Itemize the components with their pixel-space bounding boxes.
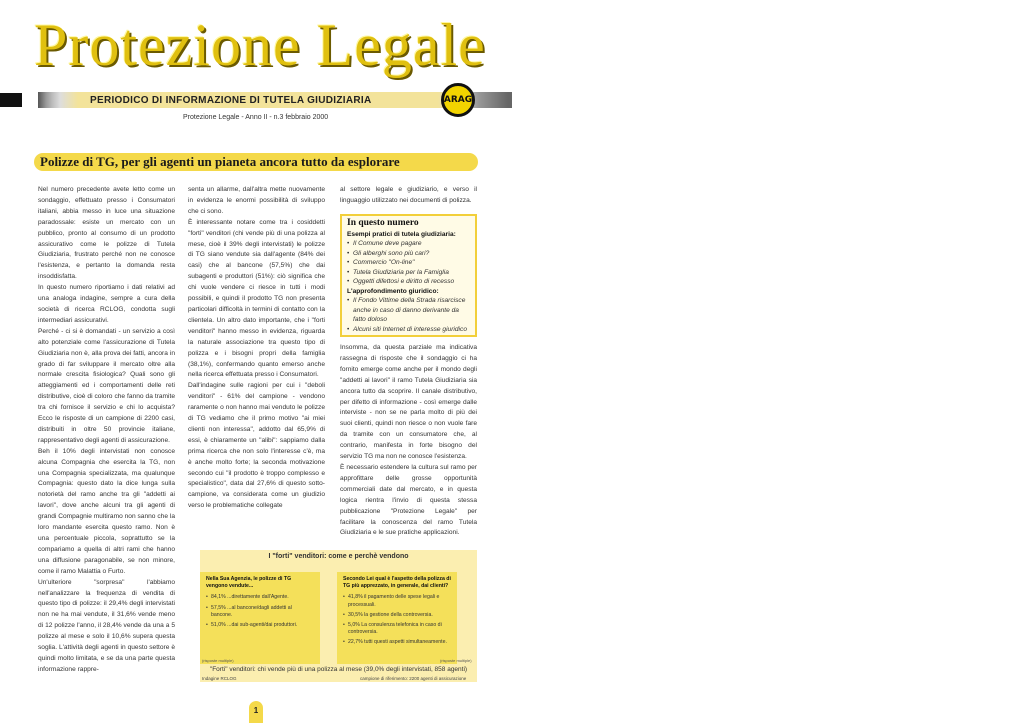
panel-question: Secondo Lei qual è l'aspetto della polizza di TG più apprezzato, in generale, dai clienti? [343,576,451,590]
paragraph: Un'ulteriore "sorpresa" l'abbiamo nell'analizzare la frequenza di vendita di questo tipo di polizze: il 29,4% degli intervistati non ne ha mai vendute, il 31,6% vende meno di 12 polizze l'anno, il 28,4% vende da una a 5 polizze al mese e solo il 10,6% supera questa soglia. L'attività degli agenti in questo settore è quindi molto limitata, e se da una parte questa informazione rappre- [38,578,175,673]
banner-text: PERIODICO DI INFORMAZIONE DI TUTELA GIUDIZIARIA [90,95,372,106]
arag-logo: ARAG [441,83,475,117]
panel-item: • 57,5% ...al bancone/dagli addetti al bancone. [206,605,314,619]
column-3-bottom [340,343,477,539]
box-item: • Il Comune deve pagare [347,239,470,249]
issue-line: Protezione Legale - Anno II - n.3 febbraio 2000 [183,114,329,121]
table-title: I "forti" venditori: come e perchè vendono [268,553,409,560]
column-2 [188,185,325,512]
box-title: In questo numero [347,218,419,228]
paragraph: In questo numero riportiamo i dati relativi ad una analoga indagine, sempre a cura della società di ricerca RCLOG, condotta sugli intermediari assicurativi. [38,284,175,324]
note-right: (risposte multiple) [440,658,472,663]
box-item: • Il Fondo Vittime della Strada risarcisce anche in caso di danno derivante da fatto doloso [347,296,470,325]
column-3-top [340,185,477,207]
paragraph: È necessario estendere la cultura sul ramo per approfittare delle grosse opportunità commerciali date dal mercato, e in questa logica rientra l'invio di questa stessa pubblicazione "Protezione Legale" per facilitare la conoscenza del ramo Tutela Giudiziaria e le sue pratiche applicazioni. [340,463,477,537]
box-item: • Oggetti difettosi e diritto di recesso [347,277,470,287]
panel-item: • 22,7% tutti questi aspetti simultaneamente. [343,639,451,646]
box-subtitle: L'approfondimento giuridico: [347,287,439,295]
box-subtitle: Esempi pratici di tutela giudiziaria: [347,230,456,238]
box-item: • Gli alberghi sono più cari? [347,249,470,259]
box-item: • Commercio "On-line" [347,258,470,268]
decorative-block [0,93,22,107]
source-left: Indagine RCLOG [202,676,237,681]
page-number: 1 [249,701,263,723]
survey-table [200,550,477,682]
paragraph: al settore legale e giudiziario, e verso il linguaggio utilizzato nei documenti di polizza. [340,186,477,204]
in-this-issue-box [340,214,477,337]
panel-question: Nella Sua Agenzia, le polizze di TG vengono vendute... [206,576,292,590]
panel-item: • 84,1% ...direttamente dall'Agente. [206,594,314,601]
article-headline: Polizze di TG, per gli agenti un pianeta ancora tutto da esplorare [34,153,478,171]
paragraph: Nel numero precedente avete letto come un sondaggio, effettuato presso i Consumatori italiani, abbia messo in luce una situazione paradossale: esiste un mercato con un pubblico, pronto al consumo di un prodotto assicurativo come le polizze di Tutela Giudiziaria, frustrato perché non ne conosce l'esistenza, e pertanto la domanda resta insoddisfatta. [38,186,175,281]
left-panel [200,572,320,664]
panel-item: • 51,0% ...dai sub-agenti/dai produttori. [206,622,314,629]
table-footer: "Forti" venditori: chi vende più di una polizza al mese (39,0% degli intervistati, 858 agenti) [209,666,468,673]
panel-item: • 41,8% il pagamento delle spese legali e processuali. [343,594,451,608]
paragraph: Beh il 10% degli intervistati non conosce alcuna Compagnia che esercita la TG, non una Compagnia specializzata, ma qualunque Compagnia: questo dato la dice lunga sulla notorietà del ramo anche tra gli "addetti ai lavori", dove anche alcuni tra gli agenti di grandi Compagnie multiramo non sanno che la loro mandante esercita questo ramo. Non è una percentuale piccola, soprattutto se la compariamo a quella di altri rami che hanno una diffusione paragonabile, se non minore, come il ramo Malattia o Furto. [38,447,175,575]
box-item: • Tutela Giudiziaria per la Famiglia [347,268,470,278]
source-right: campione di riferimento: 2200 agenti di assicurazione [360,676,467,681]
column-1 [38,185,175,676]
paragraph: Dall'indagine sulle ragioni per cui i "deboli venditori" - 61% del campione - vendono raramente o non hanno mai venduto le polizze di TG vediamo che il primo motivo "ai miei clienti non interessa", addotto dal 65,9% di essi, è chiaramente un "alibi": sappiamo dalla prima ricerca che non solo l'interesse c'è, ma è anche molto forte; la seconda motivazione secondo cui "il prodotto è troppo complesso e specialistico", data dal 27,6% di questo sotto-campione, va considerata come un giudizio verso le problematiche collegate [188,382,325,510]
masthead-title: Protezione Legale [34,12,486,78]
panel-item: • 30,5% la gestione della controversia. [343,612,451,619]
paragraph: Perché - ci si è domandati - un servizio a così alto potenziale come l'assicurazione di Tutela Giudiziaria non è, alla prova dei fatti, ancora in grado di far sviluppare il mercato oltre alla normale crescita fisiologica? Quali sono gli atteggiamenti ed i comportamenti delle reti distributive, cioè di coloro che fanno da tramite tra chi fornisce il servizio e chi lo acquista? Ecco le risposte di un campione di 2200 casi, distribuiti in oltre 50 provincie italiane, rappresentativo degli agenti di assicurazione. [38,327,175,444]
box-item: • Alcuni siti Internet di interesse giuridico [347,325,470,335]
paragraph: senta un allarme, dall'altra mette nuovamente in evidenza le enormi possibilità di sviluppo che ci sono. [188,186,325,215]
paragraph: È interessante notare come tra i cosiddetti "forti" venditori (chi vende più di una polizza al mese, cioè il 39% degli intervistati) le polizze di TG siano vendute sia dall'agente (84% dei casi) che al bancone (57,5%) che dai subagenti e produttori (51%): ciò significa che chi vuole vendere ci riesce in tutti i modi possibili, e quindi il prodotto TG non presenta particolari difficoltà in termini di contatto con la clientela. Un altro dato importante, che i "forti venditori" hanno messo in evidenza, riguarda la naturale associazione tra questo tipo di polizza e i bisogni propri della famiglia (38,1%), confermando quanto emerso anche nella ricerca effettuata presso i Consumatori. [188,218,325,379]
right-panel [337,572,457,664]
panel-item: • 5,0% La consulenza telefonica in caso di controversia. [343,622,451,636]
paragraph: Insomma, da questa parziale ma indicativa rassegna di risposte che il sondaggio ci ha fornito emerge come anche per il mondo degli "addetti ai lavori" il ramo Tutela Giudiziaria sia ancora tutto da scoprire. Il canale distributivo, per difetto di informazione - così emerge dalle interviste - non se ne parla molto di più dei suoi clienti, quindi non riesce o non vuole fare da tramite con un consumatore che, al contrario, manifesta in forte bisogno del servizio TG ma non ne conosce l'esistenza. [340,344,477,461]
note-left: (risposte multiple) [202,658,234,663]
